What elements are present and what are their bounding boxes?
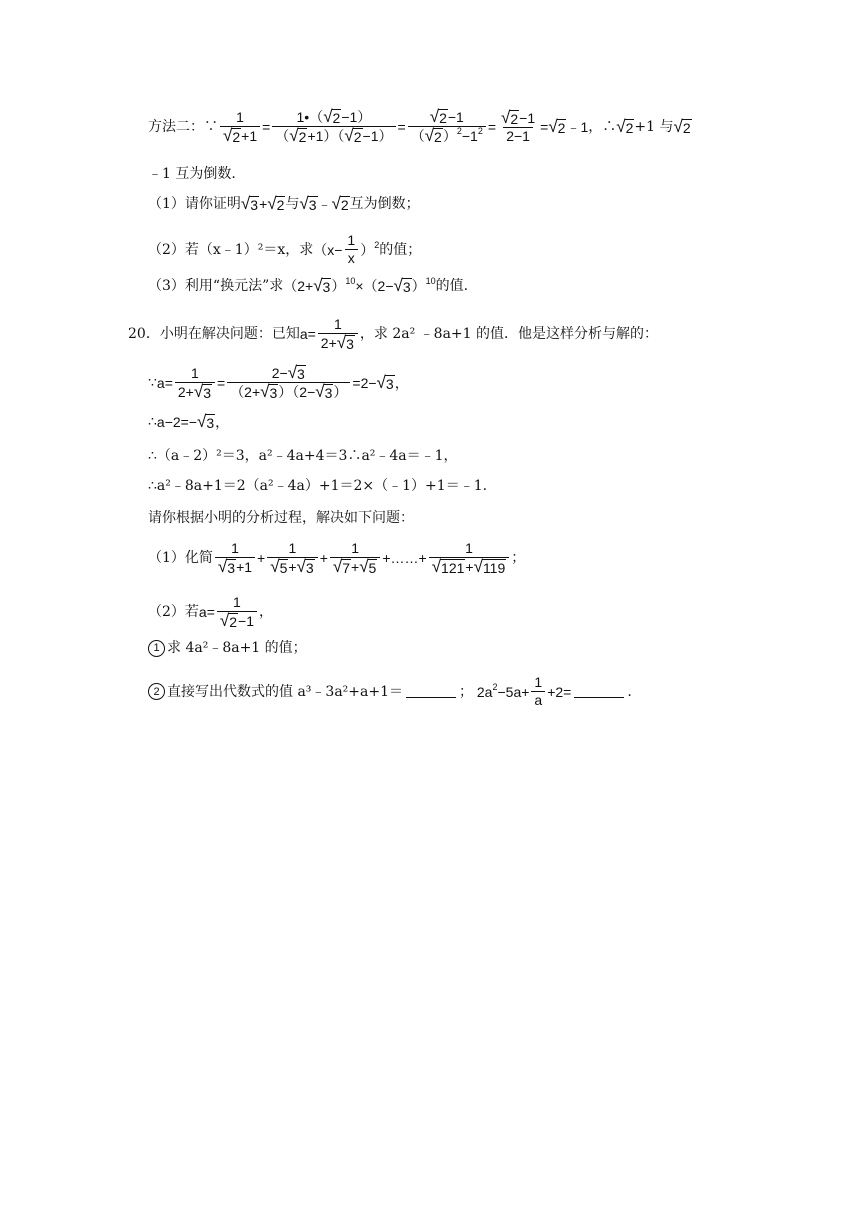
q20-step1: ∵ a= 1 2+ √ 3 = 2− √ 3 （2+ √ 3 ）（2− √ 3 ） =2− √ 3 ， (148, 363, 409, 401)
q20-sub2: 2 直接写出代数式的值 a³﹣3a²+a+1＝ ； $2a^2-5a+$ $\frac{1}{a}$ +2= . (148, 674, 632, 709)
fraction: 1•（ √ 2 −1） （ √ 2 +1）（ √ 2 −1） (272, 108, 395, 145)
q20-step4: ∴a²﹣8a+1＝2（a²﹣4a）+1＝2×（﹣1）+1＝﹣1. (148, 478, 488, 494)
q20-part2: （2）若 a= 1 √ 2 −1 ， (148, 594, 273, 630)
method2-label: 方法二：∵ (148, 118, 218, 135)
answer-blank[interactable] (574, 685, 624, 698)
q20-sub1: 1 求 4a²﹣8a+1 的值； (148, 638, 307, 658)
fraction: √ 2 −1 2−1 (501, 107, 536, 144)
fraction: √ 2 −1 （ √ 2 ）$^2-1^2$ (408, 108, 486, 145)
method2-recip: +1 与 (634, 118, 674, 135)
q20-stem: 20． 小明在解决问题：已知 a= 1 2+ √ 3 ，求 2a² ﹣8a+1 的值．他是这样分析与解的： (128, 316, 659, 352)
method2-continuation: ﹣1 互为倒数. (148, 166, 236, 182)
q20-instruction: 请你根据小明的分析过程，解决如下问题： (148, 510, 414, 526)
method2-tail: ，∴ (588, 118, 617, 135)
q19-part2: （2）若（x﹣1）²＝x，求 （x− $\frac{1}{x}$ ）$^2$ 的值； (148, 232, 422, 266)
fraction: 1 √ 2 +1 (220, 109, 260, 145)
q20-part1: （1）化简 1 √ 3 +1 + 1 √ 5 + √ 3 + 1 √ 7 + √ 5 +……+ 1 √ 121 + √ 119 ； (148, 540, 526, 576)
q20-step3: ∴（a﹣2）²＝3，a²﹣4a+4＝3∴a²﹣4a＝﹣1， (148, 448, 458, 464)
q20-step2: ∴ a−2=− √ 3 ， (148, 412, 230, 431)
circled-number: 2 (148, 683, 165, 700)
q19-part1: （1）请你证明 √ 3 + √ 2 与 √ 3 ﹣ √ 2 互为倒数； (148, 194, 420, 213)
circled-number: 1 (148, 640, 165, 657)
method2-line: 方法二：∵ 1 √ 2 +1 = 1•（ √ 2 −1） （ √ 2 +1）（ √ 2 −1） = √ 2 −1 （ √ 2 ）$^2-1^2$ = √ 2 −1 2−1 = √ 2 ﹣1 ，∴ √ 2 +1 与 √ 2 (148, 107, 691, 145)
q19-part3: （3）利用“换元法”求 （2+ √ 3 ）$^{10}$×（2− √ 3 ）$^{10}$ 的值. (148, 276, 469, 295)
answer-blank[interactable] (406, 685, 456, 698)
